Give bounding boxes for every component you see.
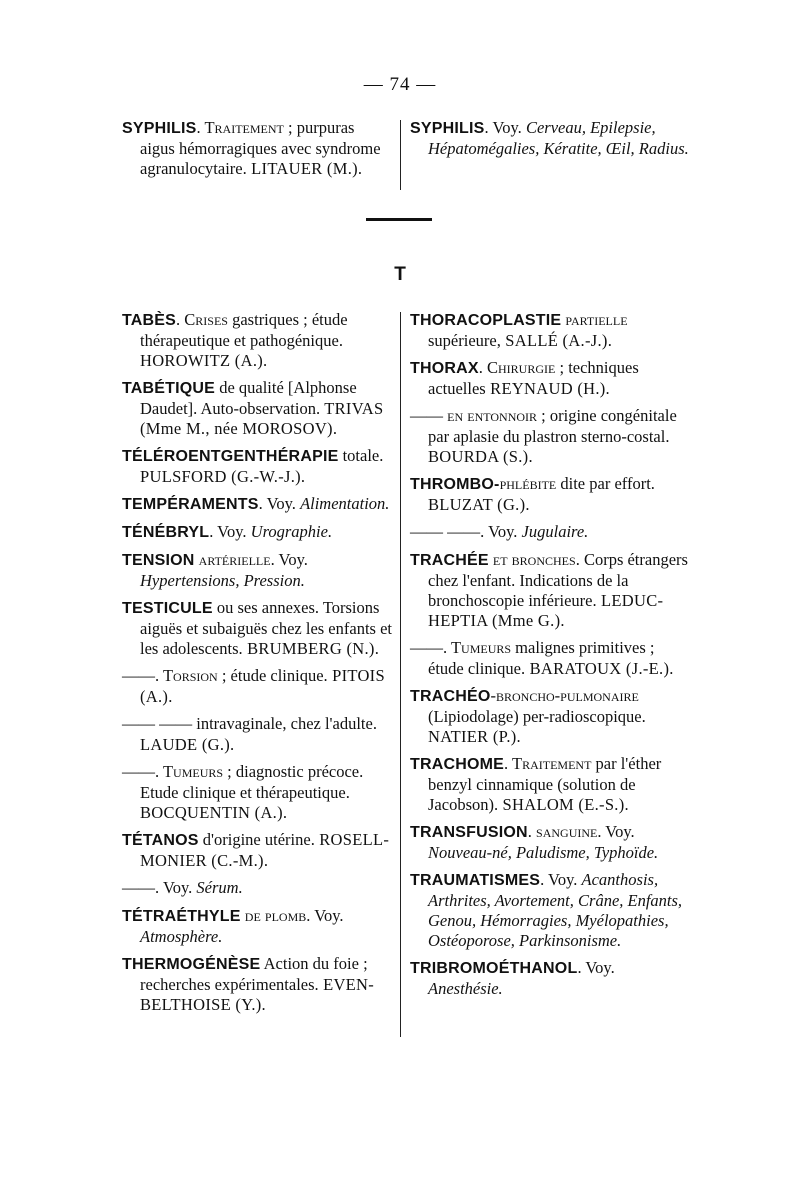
entry-author: BRUMBERG (N.). xyxy=(242,639,380,658)
index-entry xyxy=(410,474,692,515)
entry-author: BARATOUX (J.-E.). xyxy=(525,659,674,678)
entry-text: ; diagnostic précoce. Etude clinique et thérapeutique. xyxy=(140,762,364,802)
entry-heading: TÉLÉROENTGENTHÉRAPIE xyxy=(122,448,339,465)
right-column xyxy=(410,310,692,1006)
entry-author: BOURDA (S.). xyxy=(428,447,533,466)
entry-heading: TRACHÉO xyxy=(410,688,491,705)
entry-author: LAUDE (G.). xyxy=(140,735,235,754)
index-entry xyxy=(122,830,394,871)
entry-author: TRIVAS (Mme M., née MOROSOV). xyxy=(140,399,384,438)
entry-author: SALLÉ (A.-J.). xyxy=(500,331,613,350)
entry-author: REYNAUD (H.). xyxy=(485,379,610,398)
index-entry xyxy=(410,870,692,951)
entry-text: . Voy. xyxy=(480,522,522,541)
section-letter: T xyxy=(394,264,406,285)
entry-text: d'origine utérine. xyxy=(198,830,315,849)
entry-text: ; techniques actuelles xyxy=(428,358,639,398)
index-entry xyxy=(122,714,394,755)
entry-text: . Voy. xyxy=(484,118,526,137)
entry-heading: SYPHILIS xyxy=(122,120,197,137)
index-entry xyxy=(410,958,692,999)
entry-author: PITOIS (A.). xyxy=(140,666,385,706)
index-entry xyxy=(122,550,394,591)
entry-text: ; purpuras aigus hémorragiques avec syndrome agranulocytaire. xyxy=(140,118,381,178)
entry-text: . Voy. xyxy=(209,522,251,541)
entry-text: . Voy. xyxy=(306,906,344,925)
entry-reference: Cerveau, Epilepsie, Hépatomégalies, Kératite, Œil, Radius. xyxy=(428,118,689,158)
index-entry xyxy=(122,598,394,659)
entry-heading: TRIBROMOÉTHANOL xyxy=(410,960,578,977)
entry-heading: THORAX xyxy=(410,360,479,377)
index-entry xyxy=(122,522,394,543)
entry-author: LITAUER (M.). xyxy=(246,159,363,178)
entry-subheading: de plomb xyxy=(240,906,307,925)
entry-reference: Atmosphère. xyxy=(140,927,223,946)
entry-subheading: . Traitement xyxy=(196,118,284,137)
entry-author: BLUZAT (G.). xyxy=(428,495,530,514)
entry-subheading: partielle xyxy=(561,310,628,329)
index-entry xyxy=(122,310,394,371)
entry-author: ROSELL-MONIER (C.-M.). xyxy=(140,830,390,870)
entry-reference: Acanthosis, Arthrites, Avortement, Crâne, Enfants, Genou, Hémorragies, Myélopathies, Ostéoporose, Parkinsonisme. xyxy=(428,870,683,950)
entry-heading: TRACHOME xyxy=(410,756,505,773)
entry-reference: Urographie. xyxy=(250,522,333,541)
index-entry xyxy=(122,494,394,515)
column-divider-top xyxy=(400,120,401,190)
index-entry xyxy=(122,762,394,823)
index-entry xyxy=(410,522,692,543)
entry-subheading: —— —— xyxy=(122,714,193,733)
entry-reference: Jugulaire. xyxy=(521,522,589,541)
index-entry xyxy=(410,118,690,159)
entry-text: ; étude clinique. xyxy=(217,666,328,685)
entry-heading: TABÉTIQUE xyxy=(122,380,216,397)
entry-author: SHALOM (E.-S.). xyxy=(498,795,629,814)
entry-text: totale. xyxy=(338,446,384,465)
entry-reference: Anesthésie. xyxy=(428,979,503,998)
entry-author: HOROWITZ (A.). xyxy=(140,351,268,370)
index-entry xyxy=(122,446,394,487)
entry-heading: TESTICULE xyxy=(122,600,213,617)
entry-reference: Nouveau-né, Paludisme, Typhoïde. xyxy=(428,843,659,862)
entry-heading: TRAUMATISMES xyxy=(410,872,541,889)
entry-subheading: . Traitement xyxy=(504,754,592,773)
entry-author: NATIER (P.). xyxy=(428,727,521,746)
entry-subheading: phlébite xyxy=(499,474,557,493)
entry-text: par l'éther benzyl cinnamique (solution de Jacobson). xyxy=(428,754,662,814)
entry-text: (Lipiodolage) per-radioscopique. xyxy=(428,707,646,726)
entry-text: . Corps étrangers chez l'enfant. Indications de la bronchoscopie inférieure. xyxy=(428,550,688,610)
entry-subheading: ——. Tumeurs xyxy=(410,638,512,657)
entry-subheading: ——. Torsion xyxy=(122,666,218,685)
top-right-column xyxy=(410,118,690,166)
page-number: — 74 — xyxy=(363,74,437,95)
entry-author: PULSFORD (G.-W.-J.). xyxy=(140,467,306,486)
entry-heading: TABÈS xyxy=(122,312,177,329)
index-entry xyxy=(410,406,692,467)
entry-text: intravaginale, chez l'adulte. xyxy=(192,714,377,733)
entry-heading: SYPHILIS xyxy=(410,120,485,137)
index-entry xyxy=(122,878,394,899)
entry-subheading: et bronches xyxy=(488,550,576,569)
index-entry xyxy=(410,754,692,815)
section-separator xyxy=(366,218,432,221)
entry-subheading: —— en entonnoir xyxy=(410,406,538,425)
entry-subheading: —— —— xyxy=(410,522,481,541)
entry-subheading: -broncho-pulmonaire xyxy=(490,686,639,705)
entry-heading: TÉTANOS xyxy=(122,832,199,849)
entry-text: . Voy. xyxy=(258,494,301,513)
index-entry xyxy=(410,638,692,679)
entry-text: dite par effort. xyxy=(556,474,655,493)
entry-author: LEDUC-HEPTIA (Mme G.). xyxy=(428,591,664,630)
index-entry xyxy=(410,310,692,351)
index-entry xyxy=(122,378,394,439)
entry-subheading: . sanguine xyxy=(527,822,598,841)
entry-subheading: —— xyxy=(122,878,155,897)
entry-heading: THORACOPLASTIE xyxy=(410,312,562,329)
entry-subheading: . Chirurgie xyxy=(478,358,556,377)
entry-text: de qualité [Alphonse Daudet]. Auto-observation. xyxy=(140,378,357,418)
entry-text: malignes primitives ; étude clinique. xyxy=(428,638,655,678)
column-divider xyxy=(400,312,401,1037)
index-entry xyxy=(122,118,392,179)
index-entry xyxy=(122,666,394,707)
entry-heading: TENSION xyxy=(122,552,195,569)
entry-heading: TÉNÉBRYL xyxy=(122,524,210,541)
entry-text: . Voy. xyxy=(540,870,582,889)
entry-text: ; origine congénitale par aplasie du plastron sterno-costal. xyxy=(428,406,677,446)
entry-text: ou ses annexes. Torsions aiguës et subaiguës chez les enfants et les adolescents. xyxy=(140,598,392,658)
entry-heading: TRANSFUSION xyxy=(410,824,528,841)
entry-subheading: . Crises xyxy=(176,310,228,329)
entry-author: BOCQUENTIN (A.). xyxy=(140,803,288,822)
index-entry xyxy=(410,822,692,863)
entry-text: Action du foie ; recherches expérimentales. xyxy=(140,954,368,994)
entry-text: supérieure, xyxy=(428,331,501,350)
entry-subheading: ——. Tumeurs xyxy=(122,762,224,781)
index-entry xyxy=(122,906,394,947)
entry-heading: THERMOGÉNÈSE xyxy=(122,956,261,973)
left-column xyxy=(122,310,394,1022)
entry-reference: Alimentation. xyxy=(300,494,390,513)
entry-author: EVEN-BELTHOISE (Y.). xyxy=(140,975,375,1014)
entry-heading: THROMBO- xyxy=(410,476,500,493)
entry-text: . Voy. xyxy=(155,878,197,897)
entry-text: . Voy. xyxy=(270,550,308,569)
entry-reference: Sérum. xyxy=(196,878,243,897)
top-left-column xyxy=(122,118,392,186)
index-entry xyxy=(410,358,692,399)
index-entry xyxy=(410,550,692,631)
entry-heading: TÉTRAÉTHYLE xyxy=(122,908,241,925)
entry-heading: TRACHÉE xyxy=(410,552,489,569)
index-entry xyxy=(122,954,394,1015)
entry-heading: TEMPÉRAMENTS xyxy=(122,496,259,513)
entry-text: . Voy. xyxy=(577,958,615,977)
index-entry xyxy=(410,686,692,747)
entry-text: gastriques ; étude thérapeutique et pathogénique. xyxy=(140,310,348,350)
entry-reference: Hypertensions, Pression. xyxy=(140,571,305,590)
entry-text: . Voy. xyxy=(597,822,635,841)
entry-subheading: artérielle xyxy=(194,550,271,569)
